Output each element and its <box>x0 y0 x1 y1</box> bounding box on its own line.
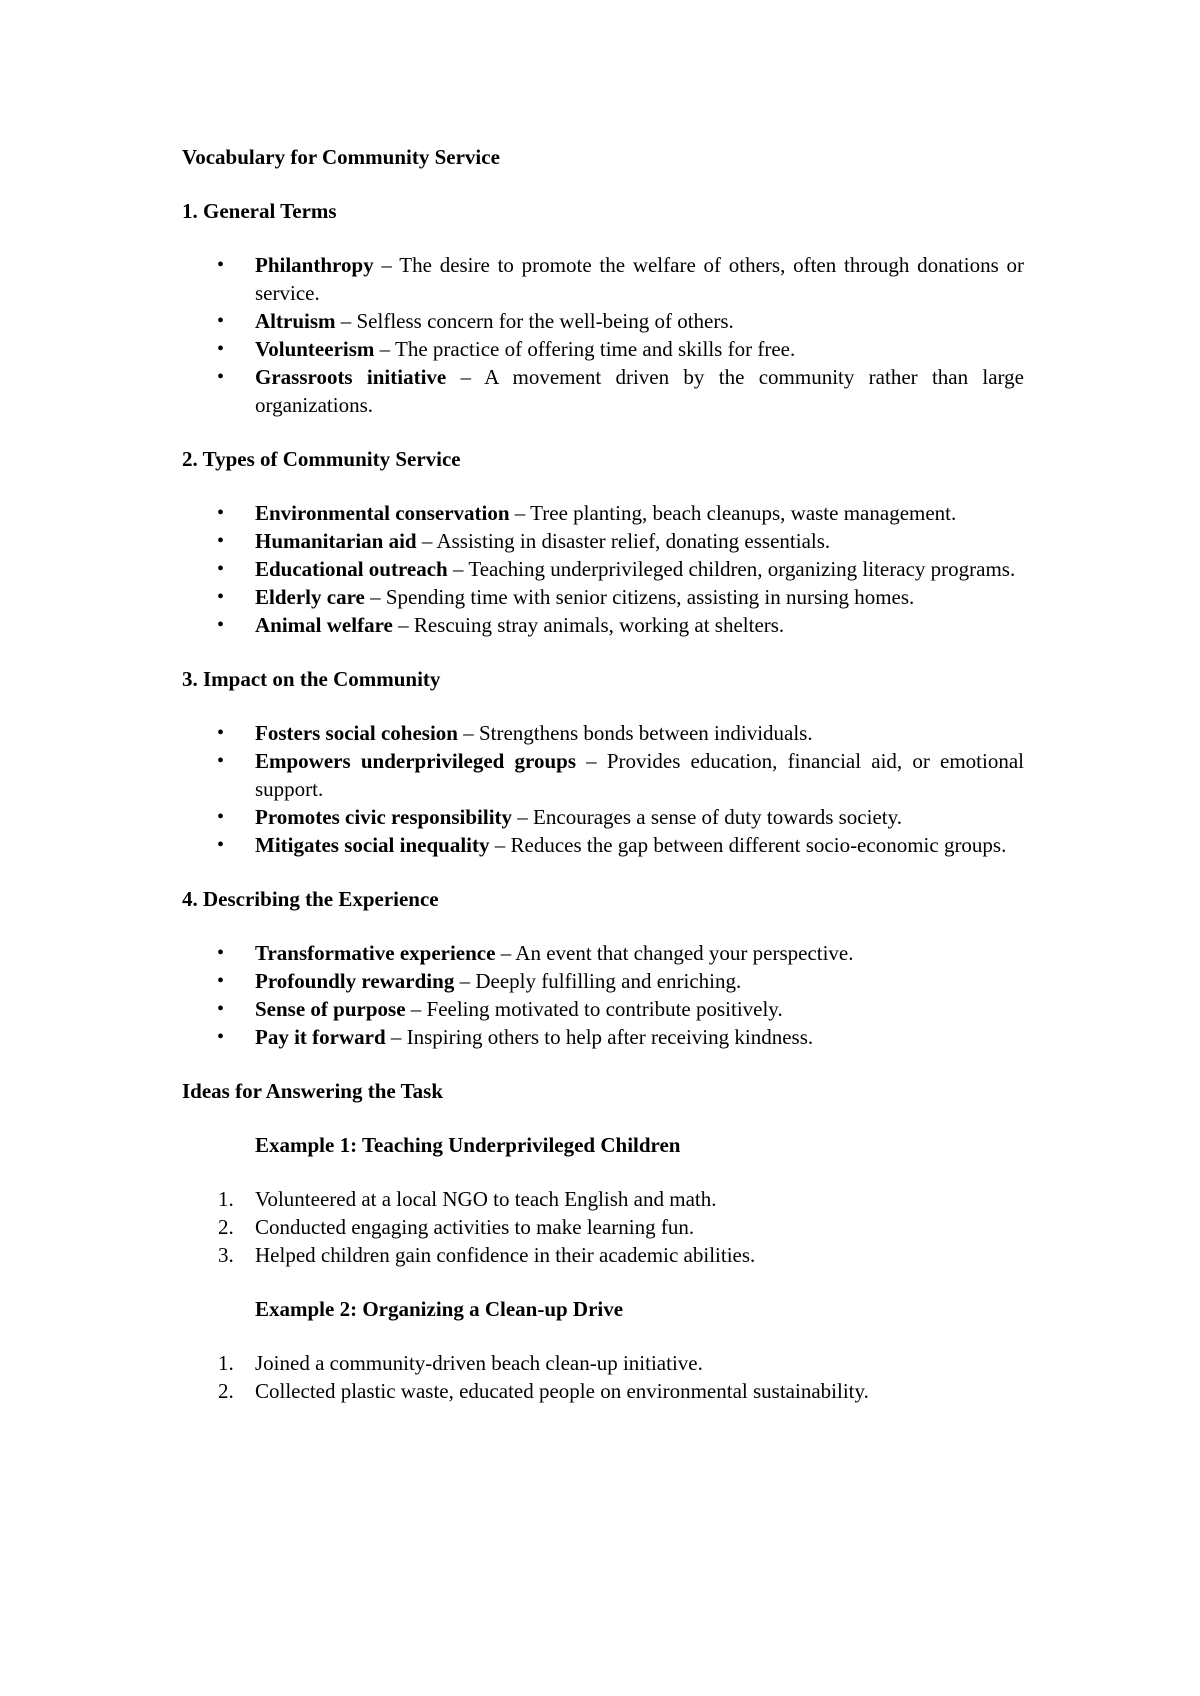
bullet-icon: • <box>217 806 225 828</box>
bullet-icon: • <box>217 366 225 388</box>
bullet-icon: • <box>217 970 225 992</box>
document-page <box>182 143 1024 1431</box>
definition: – The practice of offering time and skills for free. <box>374 337 796 361</box>
list-item <box>182 1023 1024 1051</box>
term-list <box>182 719 1024 859</box>
definition: – Feeling motivated to contribute positively. <box>405 997 783 1021</box>
bullet-icon: • <box>217 834 225 856</box>
term: Educational outreach <box>255 557 448 581</box>
list-item <box>182 967 1024 995</box>
document-title: Vocabulary for Community Service <box>182 145 500 169</box>
list-item <box>182 831 1024 859</box>
term-list <box>182 251 1024 419</box>
term: Promotes civic responsibility <box>255 805 513 829</box>
bullet-icon: • <box>217 338 225 360</box>
term: Environmental conservation <box>255 501 510 525</box>
definition: – The desire to promote the welfare of others, often through donations or service. <box>255 253 1024 305</box>
list-item <box>182 939 1024 967</box>
list-item <box>182 527 1024 555</box>
definition: – Selfless concern for the well-being of others. <box>335 309 734 333</box>
list-item <box>182 583 1024 611</box>
list-item <box>182 307 1024 335</box>
section-impact <box>182 665 1024 859</box>
list-item <box>182 251 1024 307</box>
list-item <box>182 747 1024 803</box>
example-2 <box>218 1295 1024 1405</box>
list-item <box>182 1377 1024 1405</box>
list-item <box>182 1213 1024 1241</box>
example-title: Example 1: Teaching Underprivileged Children <box>255 1133 681 1157</box>
definition: – Tree planting, beach cleanups, waste management. <box>509 501 957 525</box>
definition: – An event that changed your perspective. <box>495 941 854 965</box>
bullet-icon: • <box>217 750 225 772</box>
term-list <box>182 499 1024 639</box>
step-list <box>218 1185 1024 1269</box>
step-text: Volunteered at a local NGO to teach English and math. <box>255 1187 717 1211</box>
bullet-icon: • <box>217 310 225 332</box>
bullet-icon: • <box>217 1026 225 1048</box>
bullet-icon: • <box>217 722 225 744</box>
section-title: 1. General Terms <box>182 199 337 223</box>
list-item <box>182 335 1024 363</box>
definition: – Inspiring others to help after receiving kindness. <box>385 1025 814 1049</box>
section-title: 2. Types of Community Service <box>182 447 461 471</box>
bullet-icon: • <box>217 558 225 580</box>
list-item <box>182 1241 1024 1269</box>
term: Profoundly rewarding <box>255 969 455 993</box>
term: Volunteerism <box>255 337 375 361</box>
section-title: 3. Impact on the Community <box>182 667 441 691</box>
bullet-icon: • <box>217 254 225 276</box>
definition: – Teaching underprivileged children, organizing literacy programs. <box>447 557 1016 581</box>
term: Sense of purpose <box>255 997 406 1021</box>
list-item <box>182 611 1024 639</box>
definition: – Assisting in disaster relief, donating essentials. <box>416 529 831 553</box>
list-item <box>182 1185 1024 1213</box>
definition: – Rescuing stray animals, working at shelters. <box>392 613 785 637</box>
term: Grassroots initiative <box>255 365 447 389</box>
step-text: Conducted engaging activities to make learning fun. <box>255 1215 695 1239</box>
step-number: 2. <box>218 1379 234 1403</box>
term: Fosters social cohesion <box>255 721 458 745</box>
list-item <box>182 803 1024 831</box>
definition: – Spending time with senior citizens, assisting in nursing homes. <box>364 585 915 609</box>
section-title: 4. Describing the Experience <box>182 887 439 911</box>
step-text: Helped children gain confidence in their academic abilities. <box>255 1243 756 1267</box>
term: Elderly care <box>255 585 365 609</box>
list-item <box>182 1349 1024 1377</box>
definition: – Strengthens bonds between individuals. <box>457 721 813 745</box>
step-number: 1. <box>218 1187 234 1211</box>
section-ideas <box>182 1077 1024 1405</box>
term: Altruism <box>255 309 336 333</box>
bullet-icon: • <box>217 586 225 608</box>
bullet-icon: • <box>217 502 225 524</box>
step-number: 2. <box>218 1215 234 1239</box>
term: Humanitarian aid <box>255 529 417 553</box>
section-describing-experience <box>182 885 1024 1051</box>
definition: – Provides education, financial aid, or emotional support. <box>255 749 1024 801</box>
term: Animal welfare <box>255 613 393 637</box>
example-title: Example 2: Organizing a Clean-up Drive <box>255 1297 624 1321</box>
list-item <box>182 995 1024 1023</box>
section-title: Ideas for Answering the Task <box>182 1079 444 1103</box>
term: Philanthropy <box>255 253 374 277</box>
list-item <box>182 499 1024 527</box>
step-list <box>218 1349 1024 1405</box>
step-text: Joined a community-driven beach clean-up initiative. <box>255 1351 703 1375</box>
definition: – Reduces the gap between different socio-economic groups. <box>489 833 1007 857</box>
term: Empowers underprivileged groups <box>255 749 576 773</box>
list-item <box>182 719 1024 747</box>
definition: – Encourages a sense of duty towards society. <box>512 805 902 829</box>
list-item <box>182 363 1024 419</box>
step-number: 1. <box>218 1351 234 1375</box>
list-item <box>182 555 1024 583</box>
bullet-icon: • <box>217 998 225 1020</box>
section-general-terms <box>182 197 1024 419</box>
bullet-icon: • <box>217 614 225 636</box>
example-1 <box>218 1131 1024 1269</box>
term: Mitigates social inequality <box>255 833 490 857</box>
step-number: 3. <box>218 1243 234 1267</box>
term-list <box>182 939 1024 1051</box>
bullet-icon: • <box>217 530 225 552</box>
term: Pay it forward <box>255 1025 386 1049</box>
step-text: Collected plastic waste, educated people on environmental sustainability. <box>255 1379 869 1403</box>
term: Transformative experience <box>255 941 496 965</box>
bullet-icon: • <box>217 942 225 964</box>
definition: – A movement driven by the community rather than large organizations. <box>255 365 1024 417</box>
definition: – Deeply fulfilling and enriching. <box>454 969 742 993</box>
section-types-of-service <box>182 445 1024 639</box>
